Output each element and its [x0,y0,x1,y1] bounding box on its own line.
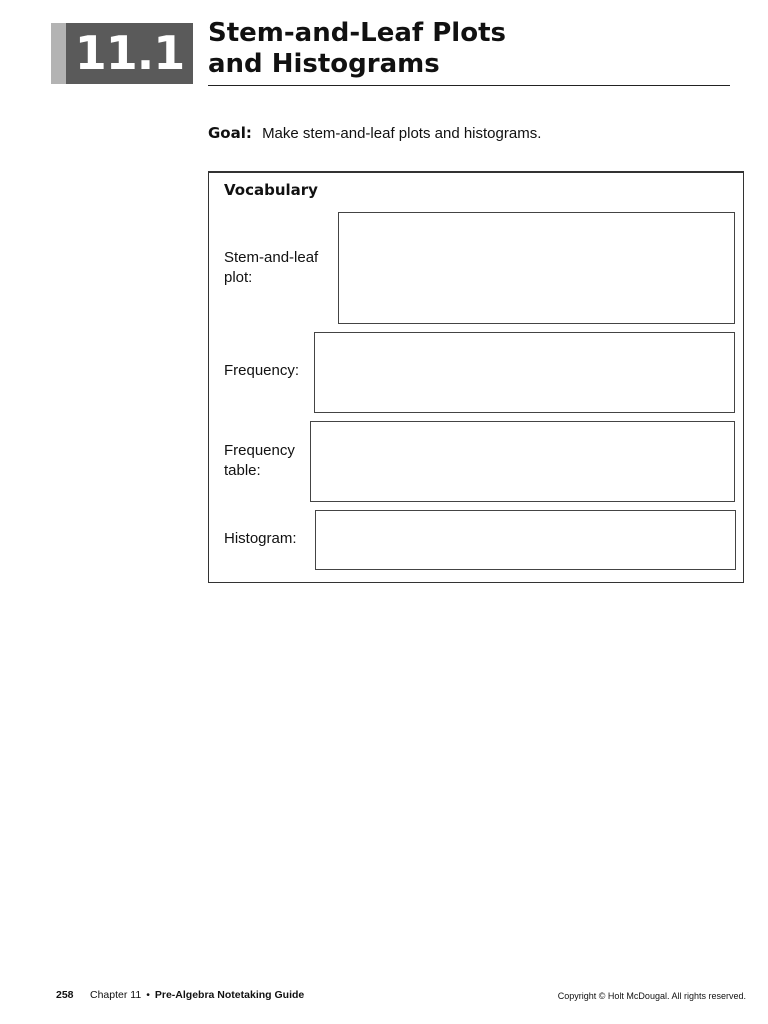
goal-text: Make stem-and-leaf plots and histograms. [262,125,542,142]
answer-box-stem-and-leaf-plot[interactable] [338,212,735,324]
term-label-line: Histogram: [224,530,297,547]
answer-box-frequency-table[interactable] [310,421,735,502]
answer-box-histogram[interactable] [315,510,736,570]
lesson-badge [51,23,193,84]
lesson-title [208,18,506,80]
term-label-histogram [224,529,297,549]
lesson-number: 11.1 [74,26,185,80]
term-label-frequency-table [224,441,295,481]
footer-bullet: • [146,989,150,1001]
goal-statement [208,124,541,143]
term-label-line: plot: [224,269,253,286]
term-label-line: Frequency: [224,362,300,379]
footer-chapter-info [90,989,304,1001]
lesson-title-line-1: Stem-and-Leaf Plots [208,18,506,48]
page-number: 258 [56,989,74,1001]
term-label-line: table: [224,462,261,479]
footer-book-title: Pre-Algebra Notetaking Guide [154,989,305,1001]
footer-chapter: Chapter 11 [90,989,142,1001]
answer-box-frequency[interactable] [314,332,735,413]
vocabulary-heading: Vocabulary [224,181,318,199]
copyright-notice: Copyright © Holt McDougal. All rights reserved. [557,991,746,1001]
lesson-badge-inner [66,23,193,84]
term-label-frequency [224,361,299,381]
term-label-line: Stem-and-leaf [224,249,319,266]
title-divider [208,85,730,86]
term-label-line: Frequency [224,442,295,459]
lesson-title-line-2: and Histograms [208,49,440,79]
term-label-stem-and-leaf-plot [224,248,318,288]
goal-label: Goal: [208,124,252,142]
